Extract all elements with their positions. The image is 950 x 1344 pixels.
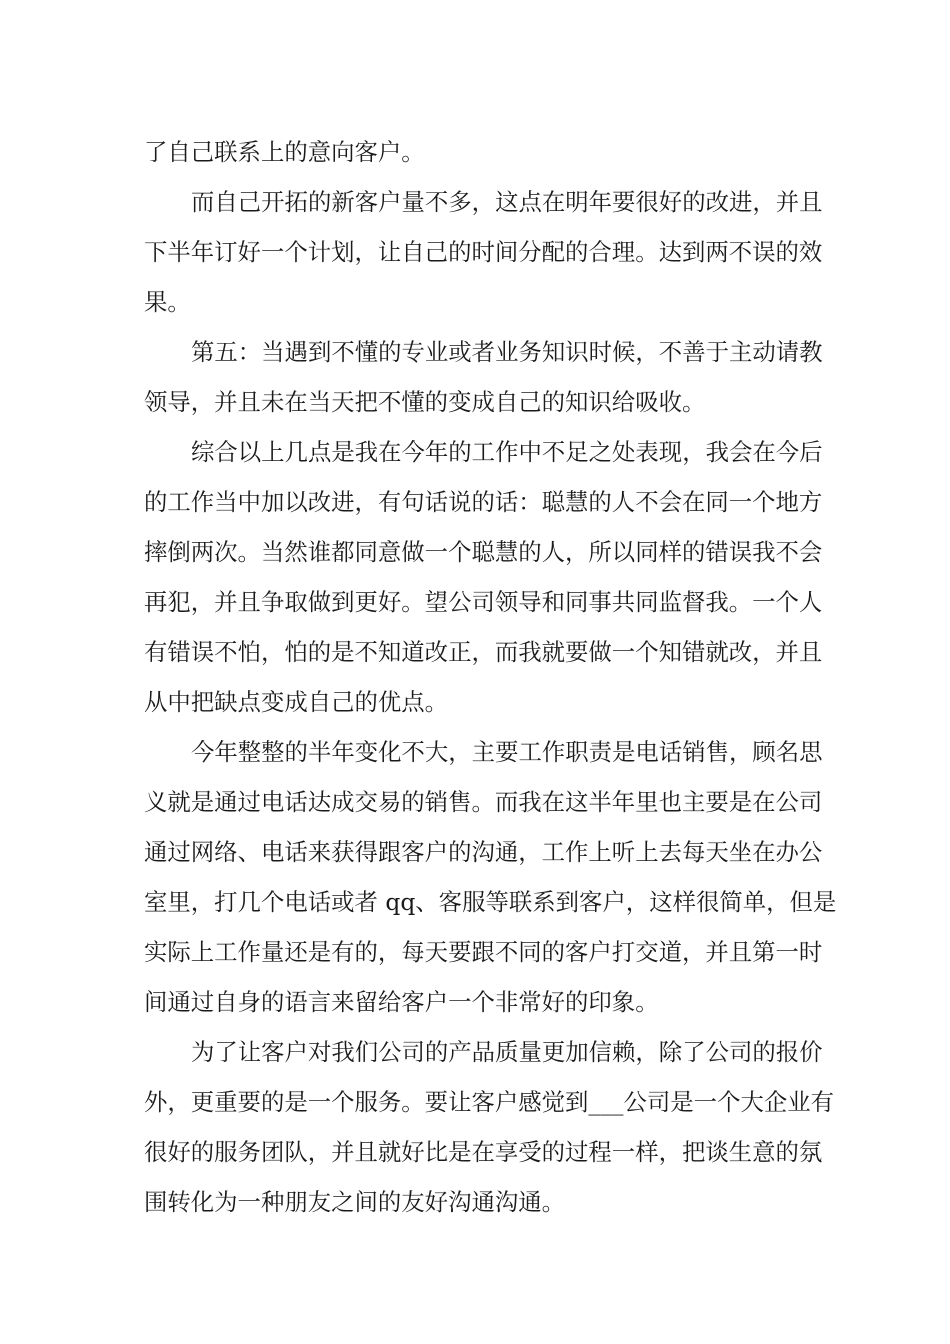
text-line: 外，更重要的是一个服务。要让客户感觉到___公司是一个大企业有: [144, 1088, 835, 1116]
paragraph-first-line: 今年整整的半年变化不大，主要工作职责是电话销售，顾名思: [191, 738, 823, 766]
text-line: 的工作当中加以改进，有句话说的话：聪慧的人不会在同一个地方: [144, 488, 823, 516]
paragraph-first-line: 而自己开拓的新客户量不多，这点在明年要很好的改进，并且: [191, 188, 823, 216]
text-line: 义就是通过电话达成交易的销售。而我在这半年里也主要是在公司: [144, 788, 823, 816]
text-line: 再犯，并且争取做到更好。望公司领导和同事共同监督我。一个人: [144, 588, 823, 616]
text-line: 围转化为一种朋友之间的友好沟通沟通。: [144, 1188, 566, 1216]
paragraph-first-line: 为了让客户对我们公司的产品质量更加信赖，除了公司的报价: [191, 1038, 823, 1066]
text-line: 室里，打几个电话或者 qq、客服等联系到客户，这样很简单，但是: [144, 888, 837, 916]
text-line: 了自己联系上的意向客户。: [144, 138, 425, 166]
text-line: 从中把缺点变成自己的优点。: [144, 688, 449, 716]
text-line: 实际上工作量还是有的，每天要跟不同的客户打交道，并且第一时: [144, 938, 823, 966]
text-line: 摔倒两次。当然谁都同意做一个聪慧的人，所以同样的错误我不会: [144, 538, 823, 566]
text-line: 间通过自身的语言来留给客户一个非常好的印象。: [144, 988, 659, 1016]
text-line: 通过网络、电话来获得跟客户的沟通，工作上听上去每天坐在办公: [144, 838, 823, 866]
paragraph-first-line: 第五：当遇到不懂的专业或者业务知识时候，不善于主动请教: [191, 338, 823, 366]
text-line: 很好的服务团队，并且就好比是在享受的过程一样，把谈生意的氛: [144, 1138, 823, 1166]
paragraph-first-line: 综合以上几点是我在今年的工作中不足之处表现，我会在今后: [191, 438, 823, 466]
text-line: 果。: [144, 288, 191, 316]
text-line: 有错误不怕，怕的是不知道改正，而我就要做一个知错就改，并且: [144, 638, 823, 666]
text-line: 下半年订好一个计划，让自己的时间分配的合理。达到两不误的效: [144, 238, 823, 266]
text-line: 领导，并且未在当天把不懂的变成自己的知识给吸收。: [144, 388, 706, 416]
